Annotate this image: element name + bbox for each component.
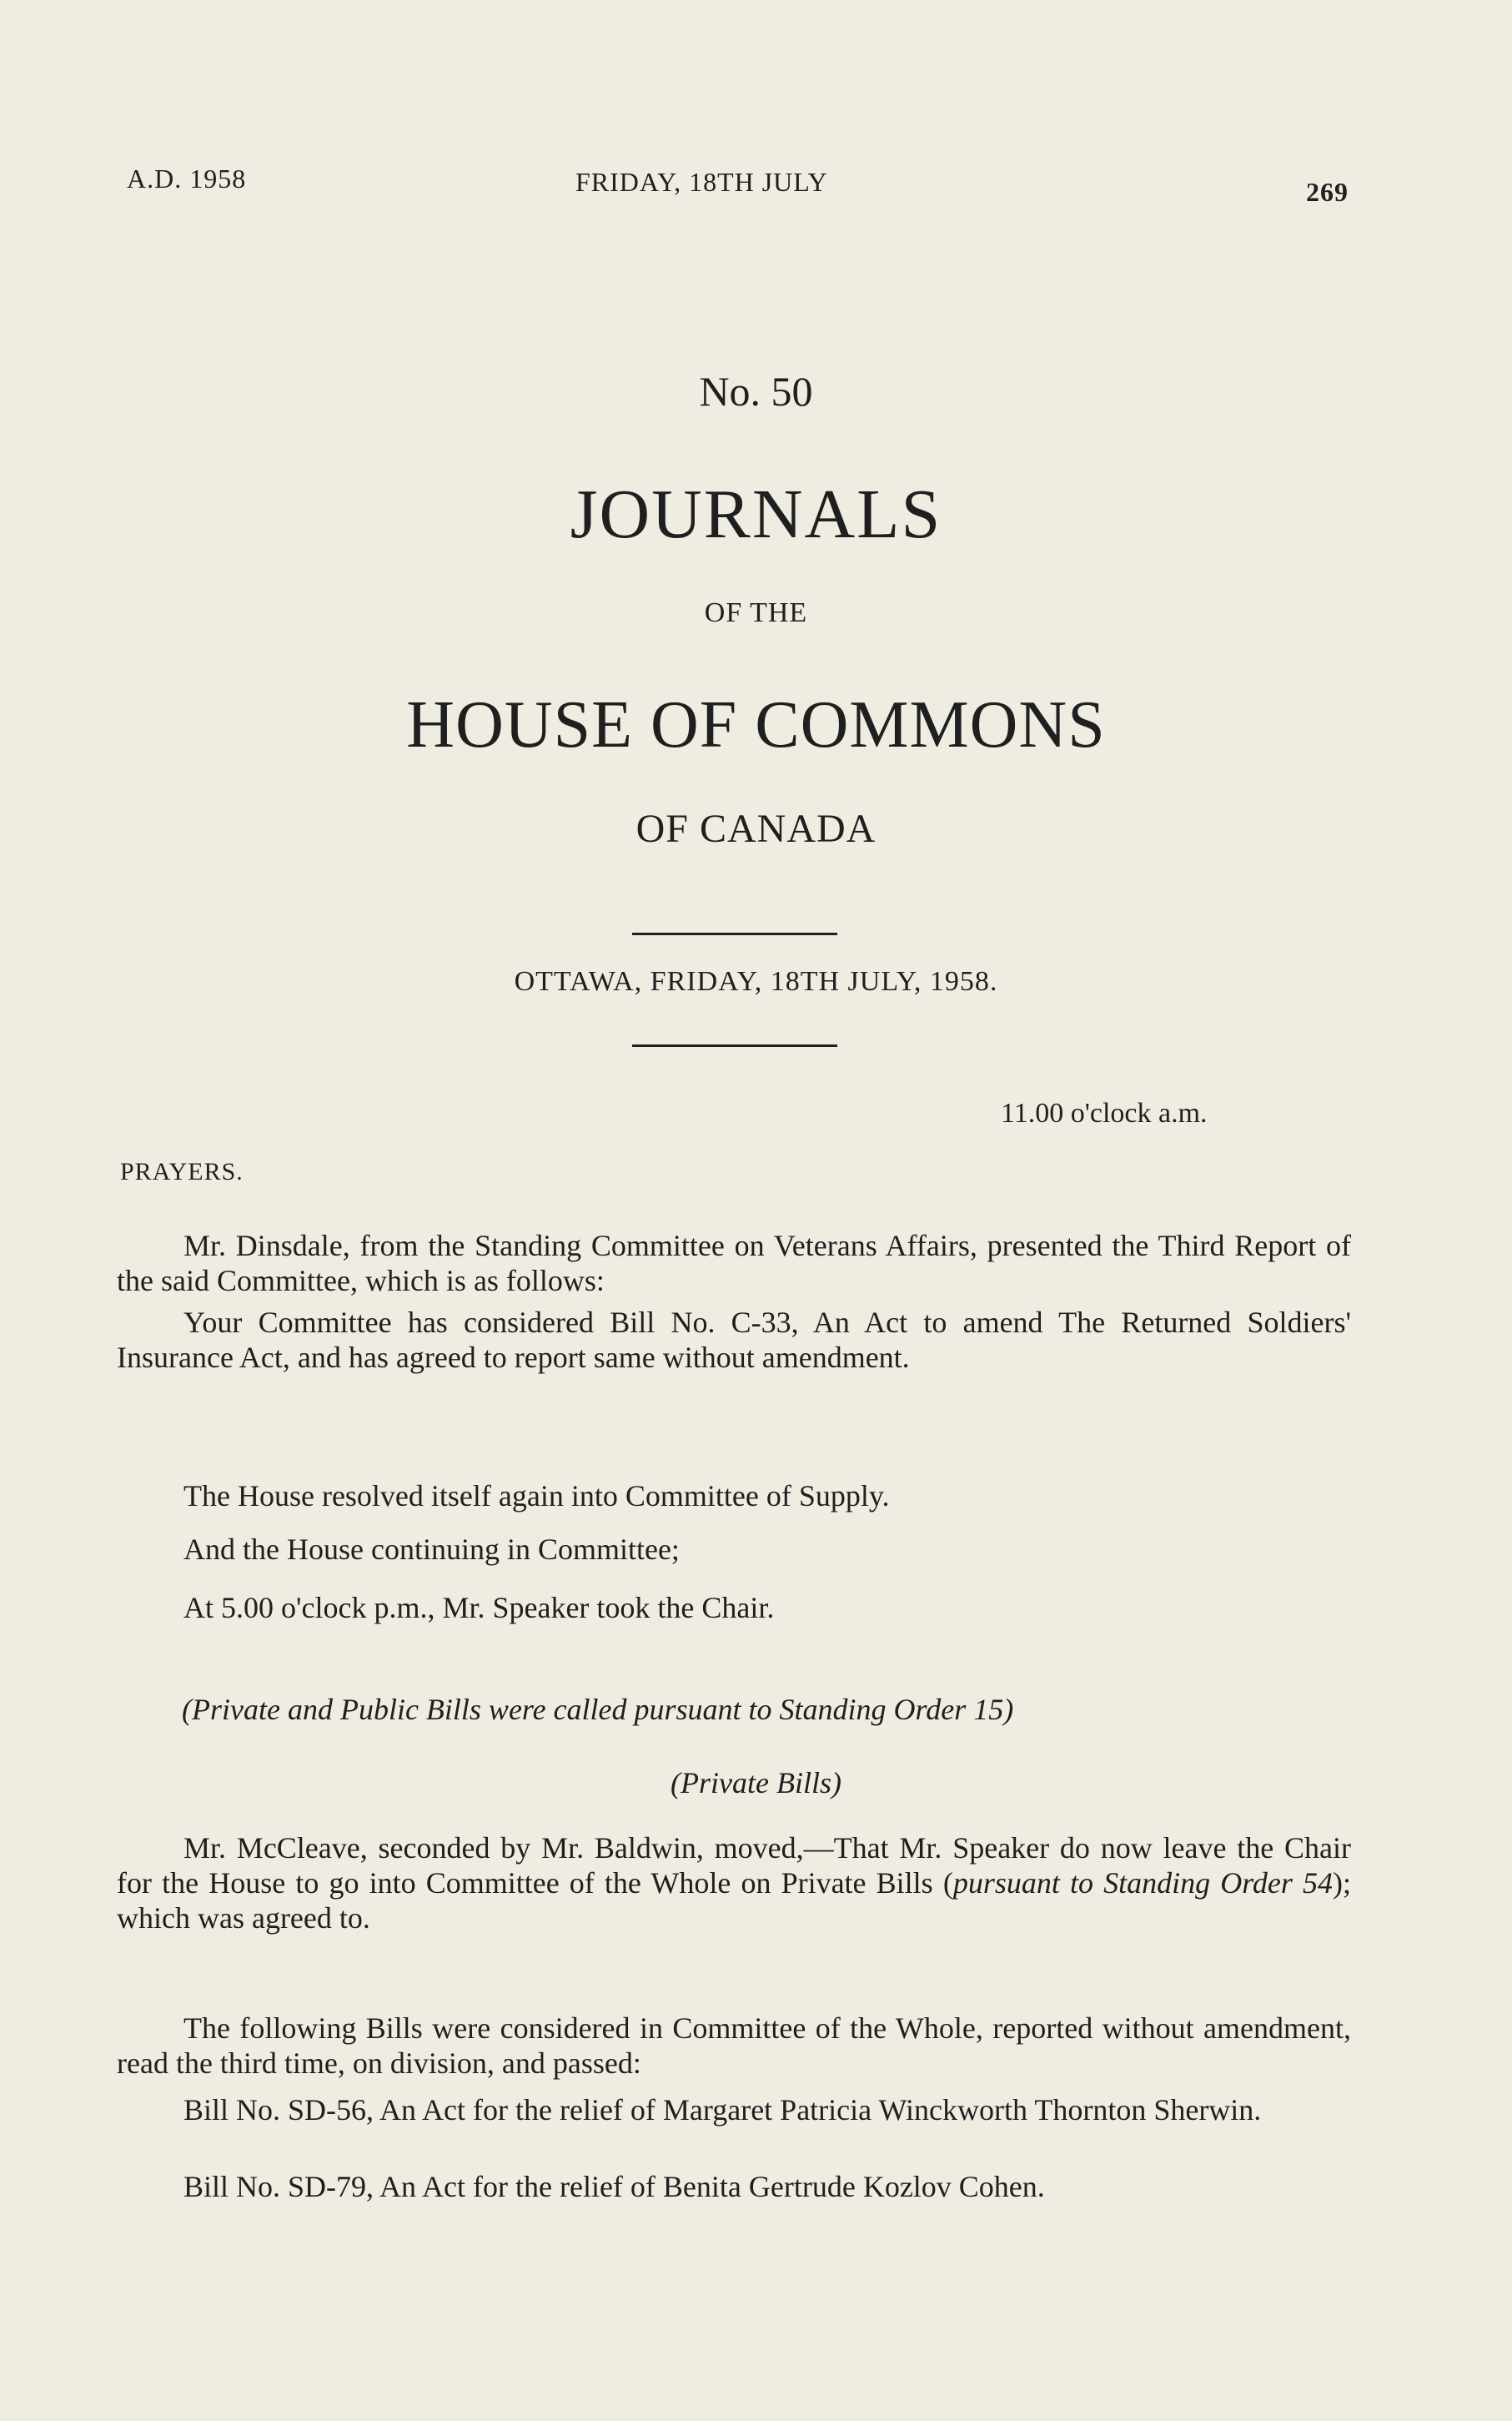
continuing-paragraph: And the House continuing in Committee; xyxy=(183,1533,680,1566)
committee-report-paragraph: Your Committee has considered Bill No. C-33, An Act to amend The Returned Soldiers' Insurance Act, and has agreed to report same without amendment. xyxy=(117,1306,1351,1374)
bill-sd79: Bill No. SD-79, An Act for the relief of Benita Gertrude Kozlov Cohen. xyxy=(183,2170,1045,2203)
mccleave-text-start: Mr. McCleave, seconded by Mr. Baldwin, moved,—That Mr. Speaker do now leave the Chair for the House to go into Committee of the Whole on Private Bills ( xyxy=(117,1831,1351,1900)
header-date: FRIDAY, 18TH JULY xyxy=(575,167,828,197)
dateline-rule xyxy=(632,1044,837,1047)
mccleave-text-italic: pursuant to Standing Order 54 xyxy=(952,1866,1333,1900)
of-canada-label: OF CANADA xyxy=(635,807,877,851)
journal-number: No. 50 xyxy=(699,368,813,415)
header-year: A.D. 1958 xyxy=(127,164,247,194)
dateline: OTTAWA, FRIDAY, 18TH JULY, 1958. xyxy=(514,966,998,997)
private-bills-heading: (Private Bills) xyxy=(671,1766,841,1799)
dinsdale-paragraph: Mr. Dinsdale, from the Standing Committee on Veterans Affairs, presented the Third Report of the said Committee, which is as follows: xyxy=(117,1229,1351,1297)
following-bills-paragraph: The following Bills were considered in Committee of the Whole, reported without amendment, read the third time, on division, and passed: xyxy=(117,2011,1351,2080)
of-the-label: OF THE xyxy=(704,597,808,628)
mccleave-paragraph xyxy=(117,1830,1351,1935)
bill-sd56: Bill No. SD-56, An Act for the relief of Margaret Patricia Winckworth Thornton Sherwin. xyxy=(183,2093,1262,2127)
journals-title: JOURNALS xyxy=(570,476,942,553)
house-of-commons-title: HOUSE OF COMMONS xyxy=(406,688,1106,762)
title-rule xyxy=(632,933,837,935)
sitting-time: 11.00 o'clock a.m. xyxy=(1001,1098,1208,1129)
page-number: 269 xyxy=(1306,177,1349,207)
speaker-paragraph: At 5.00 o'clock p.m., Mr. Speaker took the Chair. xyxy=(183,1591,775,1624)
supply-paragraph: The House resolved itself again into Committee of Supply. xyxy=(183,1479,890,1512)
prayers-label: PRAYERS. xyxy=(120,1158,244,1185)
bills-called-heading: (Private and Public Bills were called pursuant to Standing Order 15) xyxy=(182,1693,1014,1726)
mccleave-text-end: ); which was agreed to. xyxy=(117,1866,1351,1935)
